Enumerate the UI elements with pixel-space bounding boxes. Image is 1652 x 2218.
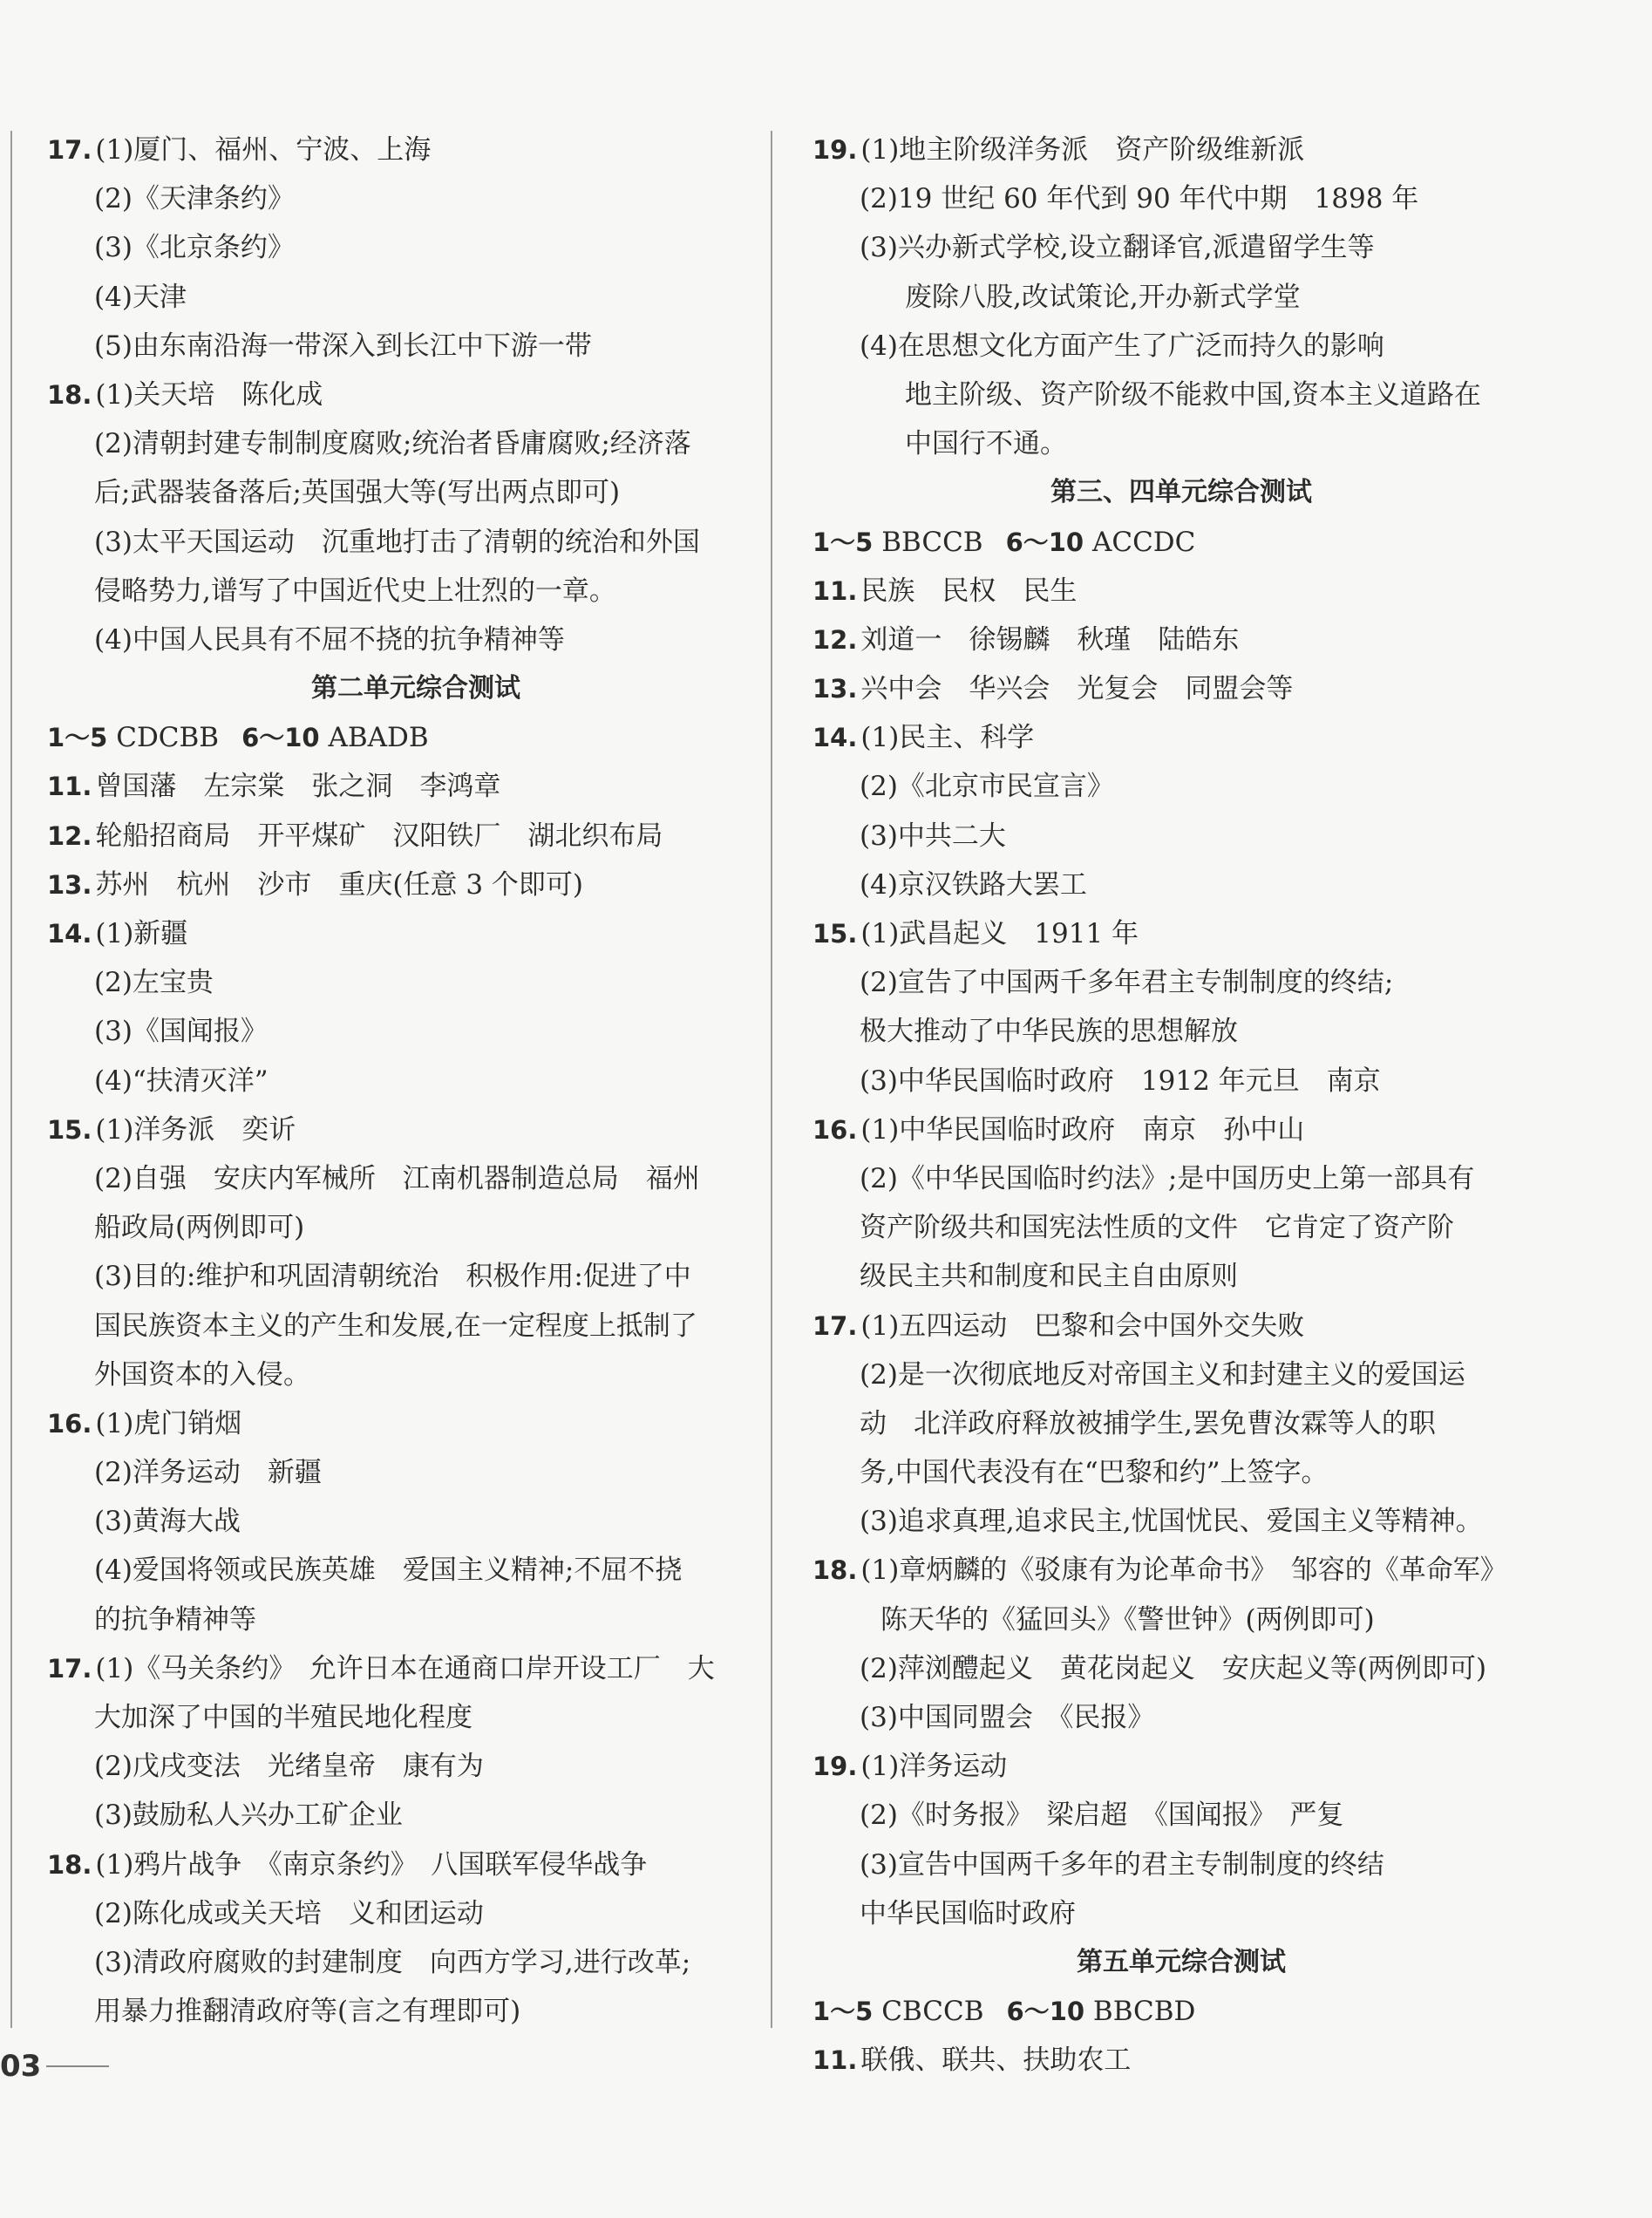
answer-line: (3)《北京条约》 xyxy=(94,232,295,264)
answer-text: 曾国藩 左宗棠 张之洞 李鸿章 xyxy=(95,771,501,803)
answer-text: 轮船招商局 开平煤矿 汉阳铁厂 湖北织布局 xyxy=(95,820,663,852)
answer-text: 联俄、联共、扶助农工 xyxy=(860,2045,1132,2077)
answer-line: 侵略势力,谱写了中国近代史上壮烈的一章。 xyxy=(94,575,616,607)
answer-line: (2)是一次彻底地反对帝国主义和封建主义的爱国运 xyxy=(860,1358,1465,1391)
answer-line: (3)太平天国运动 沉重地打击了清朝的统治和外国 xyxy=(94,526,700,558)
question-line xyxy=(802,909,1560,958)
question-range: 6～10 xyxy=(241,723,320,753)
question-line xyxy=(802,1106,1560,1154)
question-line xyxy=(37,371,795,419)
question-line xyxy=(802,616,1560,664)
choice-answers: CBCCB xyxy=(881,1996,984,2028)
answer-text: (1)五四运动 巴黎和会中国外交失败 xyxy=(860,1310,1305,1342)
answer-text: (1)鸦片战争 《南京条约》 八国联军侵华战争 xyxy=(95,1848,648,1881)
question-line xyxy=(802,126,1560,174)
question-number: 19. xyxy=(812,1752,858,1782)
answer-line: (3)《国闻报》 xyxy=(94,1016,268,1048)
answer-line: 国民族资本主义的产生和发展,在一定程度上抵制了 xyxy=(94,1310,697,1342)
answer-line: (2)《北京市民宣言》 xyxy=(860,771,1114,803)
question-number: 12. xyxy=(812,624,858,655)
question-line xyxy=(37,762,795,811)
answer-line: (2)19 世纪 60 年代到 90 年代中期 1898 年 xyxy=(860,183,1419,215)
answer-text: (1)新疆 xyxy=(95,918,188,949)
answer-line: (4)“扶清灭洋” xyxy=(94,1065,269,1097)
answer-line: (4)在思想文化方面产生了广泛而持久的影响 xyxy=(860,330,1384,362)
answer-line: (3)中国同盟会 《民报》 xyxy=(860,1702,1155,1733)
question-line xyxy=(802,664,1560,713)
question-number: 19. xyxy=(812,135,858,165)
multiple-choice-answers xyxy=(802,1987,1560,2036)
question-number: 11. xyxy=(812,575,858,606)
question-number: 15. xyxy=(47,1114,92,1145)
answer-line: (2)陈化成或关天培 义和团运动 xyxy=(94,1897,484,1929)
answer-line: (2)《天津条约》 xyxy=(94,183,295,215)
question-line xyxy=(802,1742,1560,1791)
column-divider xyxy=(771,131,772,2028)
answer-line: 资产阶级共和国宪法性质的文件 它肯定了资产阶 xyxy=(860,1212,1454,1244)
answer-line: (4)中国人民具有不屈不挠的抗争精神等 xyxy=(94,623,565,656)
answer-line: (2)戊戌变法 光绪皇帝 康有为 xyxy=(94,1751,484,1783)
question-number: 18. xyxy=(47,379,92,410)
question-number: 13. xyxy=(47,869,92,900)
section-title: 第二单元综合测试 xyxy=(311,673,520,704)
answer-line: (2)清朝封建专制制度腐败;统治者昏庸腐败;经济落 xyxy=(94,428,691,460)
question-number: 18. xyxy=(812,1555,858,1586)
question-line xyxy=(802,567,1560,616)
answer-text: 苏州 杭州 沙市 重庆(任意 3 个即可) xyxy=(95,868,583,901)
left-margin-rule xyxy=(10,131,12,2028)
choice-answers: BBCCB xyxy=(881,526,983,558)
question-line xyxy=(802,2036,1560,2085)
answer-text: (1)《马关条约》 允许日本在通商口岸开设工厂 大 xyxy=(95,1652,715,1684)
answer-text: (1)中华民国临时政府 南京 孙中山 xyxy=(860,1113,1305,1146)
answer-text: (1)关天培 陈化成 xyxy=(95,378,323,411)
question-line xyxy=(802,1302,1560,1351)
question-line xyxy=(37,909,795,958)
choice-answers: CDCBB xyxy=(116,722,220,754)
question-number: 13. xyxy=(812,674,858,704)
answer-line: (3)兴办新式学校,设立翻译官,派遣留学生等 xyxy=(860,232,1375,264)
question-line xyxy=(37,1106,795,1154)
answer-line: 船政局(两例即可) xyxy=(94,1212,305,1244)
answer-line: (3)黄海大战 xyxy=(94,1506,241,1538)
multiple-choice-answers xyxy=(37,713,795,762)
answer-text: 民族 民权 民生 xyxy=(860,575,1078,607)
answer-line: (4)天津 xyxy=(94,281,187,313)
right-column xyxy=(802,126,1560,2085)
answer-line: 用暴力推翻清政府等(言之有理即可) xyxy=(94,1996,521,2028)
question-line xyxy=(37,1399,795,1448)
question-line xyxy=(802,1546,1560,1595)
question-number: 12. xyxy=(47,820,92,851)
question-number: 17. xyxy=(47,135,92,165)
question-number: 11. xyxy=(47,772,92,802)
answer-line: 动 北洋政府释放被捕学生,罢免曹汝霖等人的职 xyxy=(860,1407,1436,1439)
question-number: 16. xyxy=(812,1114,858,1145)
answer-line: 陈天华的《猛回头》《警世钟》(两例即可) xyxy=(880,1603,1375,1636)
answer-line: (2)自强 安庆内军械所 江南机器制造总局 福州 xyxy=(94,1162,700,1194)
choice-answers: ABADB xyxy=(328,722,429,754)
choice-answers: ACCDC xyxy=(1091,526,1196,558)
question-number: 18. xyxy=(47,1849,92,1880)
question-range: 1～5 xyxy=(47,723,108,753)
answer-line: (3)宣告中国两千多年的君主专制制度的终结 xyxy=(860,1848,1384,1881)
answer-line: (5)由东南沿海一带深入到长江中下游一带 xyxy=(94,330,592,362)
question-range: 1～5 xyxy=(812,1997,874,2027)
question-line xyxy=(37,126,795,174)
question-number: 17. xyxy=(812,1310,858,1341)
question-number: 14. xyxy=(47,919,92,949)
question-range: 6～10 xyxy=(1006,1997,1085,2027)
question-line xyxy=(37,1840,795,1889)
question-line xyxy=(802,713,1560,762)
answer-line: 中国行不通。 xyxy=(905,428,1067,460)
page-number xyxy=(0,2049,109,2084)
page-number-text: 03 xyxy=(0,2049,42,2084)
answer-text: (1)章炳麟的《驳康有为论革命书》 邹容的《革命军》 xyxy=(860,1555,1507,1587)
question-number: 17. xyxy=(47,1653,92,1684)
answer-line: (2)洋务运动 新疆 xyxy=(94,1457,322,1489)
answer-line: 大加深了中国的半殖民地化程度 xyxy=(94,1702,472,1733)
answer-line: (2)《时务报》 梁启超 《国闻报》 严复 xyxy=(860,1800,1344,1832)
answer-text: (1)武昌起义 1911 年 xyxy=(860,918,1139,949)
answer-text: 刘道一 徐锡麟 秋瑾 陆皓东 xyxy=(860,623,1240,656)
answer-text: (1)虎门销烟 xyxy=(95,1407,242,1439)
choice-answers: BBCBD xyxy=(1092,1996,1196,2028)
answer-line: 中华民国临时政府 xyxy=(860,1897,1076,1929)
answer-text: 兴中会 华兴会 光复会 同盟会等 xyxy=(860,673,1294,705)
answer-line: (4)京汉铁路大罢工 xyxy=(860,868,1087,901)
question-number: 15. xyxy=(812,919,858,949)
answer-text: (1)厦门、福州、宁波、上海 xyxy=(95,134,432,166)
answer-line: (3)鼓励私人兴办工矿企业 xyxy=(94,1800,403,1832)
question-line xyxy=(37,861,795,909)
answer-line: (2)宣告了中国两千多年君主专制制度的终结; xyxy=(860,967,1394,999)
answer-line: (3)中共二大 xyxy=(860,820,1006,852)
answer-text: (1)洋务运动 xyxy=(860,1751,1008,1783)
question-number: 11. xyxy=(812,2045,858,2076)
answer-line: (3)中华民国临时政府 1912 年元旦 南京 xyxy=(860,1065,1381,1097)
answer-line: (2)《中华民国临时约法》;是中国历史上第一部具有 xyxy=(860,1162,1475,1194)
question-line xyxy=(37,1644,795,1693)
answer-line: 务,中国代表没有在“巴黎和约”上签字。 xyxy=(860,1457,1329,1489)
answer-line: 级民主共和制度和民主自由原则 xyxy=(860,1261,1238,1293)
answer-line: 废除八股,改试策论,开办新式学堂 xyxy=(905,281,1301,313)
section-title: 第三、四单元综合测试 xyxy=(1050,477,1312,508)
answer-line: (2)左宝贵 xyxy=(94,967,214,999)
answer-line: 地主阶级、资产阶级不能救中国,资本主义道路在 xyxy=(905,378,1481,411)
answer-line: (2)萍浏醴起义 黄花岗起义 安庆起义等(两例即可) xyxy=(860,1652,1487,1684)
answer-line: (3)目的:维护和巩固清朝统治 积极作用:促进了中 xyxy=(94,1261,691,1293)
section-title: 第五单元综合测试 xyxy=(1077,1946,1286,1977)
question-line xyxy=(37,812,795,861)
answer-line: (4)爱国将领或民族英雄 爱国主义精神;不屈不挠 xyxy=(94,1555,683,1587)
question-range: 6～10 xyxy=(1005,527,1084,557)
answer-line: 极大推动了中华民族的思想解放 xyxy=(860,1016,1238,1048)
answer-line: (3)清政府腐败的封建制度 向西方学习,进行改革; xyxy=(94,1946,691,1978)
answer-text: (1)民主、科学 xyxy=(860,722,1035,754)
answer-line: 外国资本的入侵。 xyxy=(94,1358,310,1391)
question-range: 1～5 xyxy=(812,527,874,557)
left-column xyxy=(37,126,795,2036)
answer-line: (3)追求真理,追求民主,忧国忧民、爱国主义等精神。 xyxy=(860,1506,1483,1538)
answer-text: (1)地主阶级洋务派 资产阶级维新派 xyxy=(860,134,1305,166)
question-number: 16. xyxy=(47,1408,92,1439)
page-number-rule xyxy=(46,2065,109,2067)
answer-line: 后;武器装备落后;英国强大等(写出两点即可) xyxy=(94,477,621,509)
multiple-choice-answers xyxy=(802,518,1560,567)
answer-text: (1)洋务派 奕䜣 xyxy=(95,1113,296,1146)
answer-line: 的抗争精神等 xyxy=(94,1603,256,1636)
question-number: 14. xyxy=(812,723,858,753)
